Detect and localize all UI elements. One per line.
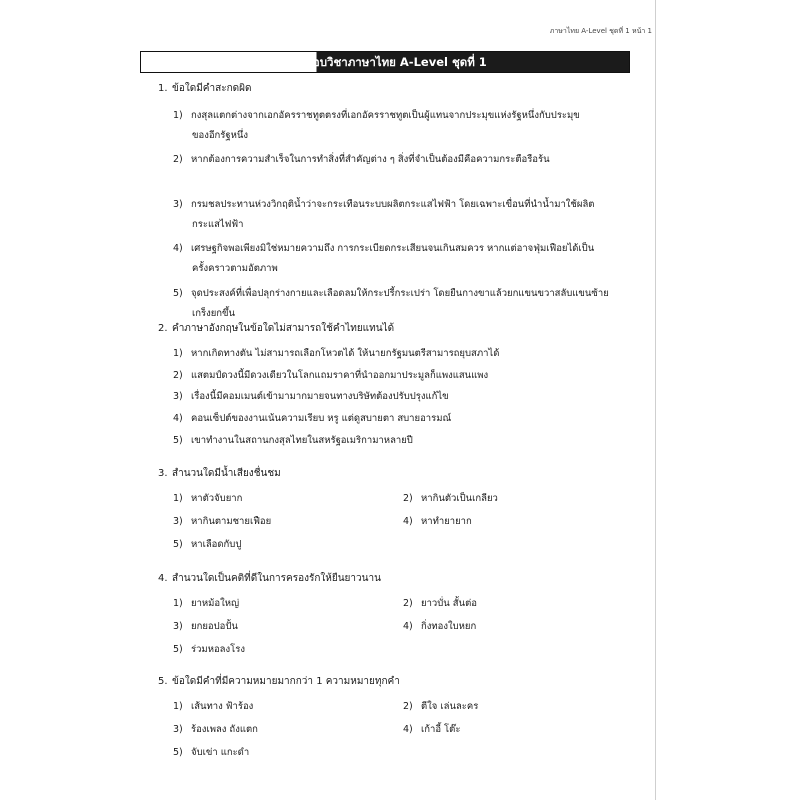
question-text: ข้อใดมีคำที่มีความหมายมากกว่า 1 ความหมายทุกคำ [172, 676, 400, 687]
option-text: ยาวบั่น สั้นต่อ [421, 598, 477, 609]
option-text: หากินตามชายเฟือย [191, 516, 272, 527]
option-number: 4) [173, 243, 183, 254]
option-5-3 [173, 722, 258, 737]
option-4-2 [403, 596, 477, 611]
option-1-2 [173, 152, 550, 167]
option-text: จับเข่า แกะดำ [191, 747, 250, 758]
option-number: 1) [173, 598, 183, 609]
option-2-2 [173, 368, 488, 383]
question-5 [158, 675, 400, 689]
option-5-2 [403, 699, 478, 714]
question-number: 1. [158, 83, 168, 94]
option-number: 5) [173, 288, 183, 299]
option-text-continued: เกร็งยกขึ้น [192, 308, 236, 319]
option-number: 2) [173, 154, 183, 165]
option-3-3 [173, 514, 271, 529]
option-text: กงสุลแตกต่างจากเอกอัครราชทูตตรงที่เอกอัครราชทูตเป็นผู้แทนจากประมุขแห่งรัฐหนึ่งกับประมุข [191, 110, 580, 121]
option-text: หาตัวจับยาก [191, 493, 243, 504]
option-number: 1) [173, 348, 183, 359]
option-text: หากินตัวเป็นเกลียว [421, 493, 498, 504]
question-3 [158, 467, 281, 481]
option-number: 2) [403, 701, 413, 712]
option-number: 4) [403, 724, 413, 735]
option-1-4 [173, 241, 594, 256]
option-text: เรื่องนี้มีคอมเมนต์เข้ามามากมายจนทางบริษัทต้องปรับปรุงแก้ไข [191, 391, 449, 402]
question-number: 5. [158, 676, 168, 687]
option-3-2 [403, 491, 498, 506]
running-header: ภาษาไทย A-Level ชุดที่ 1 หน้า 1 [549, 27, 652, 35]
option-text-continued: ของอีกรัฐหนึ่ง [192, 130, 249, 141]
option-2-3 [173, 389, 449, 404]
option-number: 3) [173, 199, 183, 210]
option-text: หากต้องการความสำเร็จในการทำสิ่งที่สำคัญต่าง ๆ สิ่งที่จำเป็นต้องมีคือความกระตือรือร้น [191, 154, 550, 165]
question-number: 4. [158, 573, 168, 584]
option-number: 3) [173, 516, 183, 527]
option-text: หากเกิดทางตัน ไม่สามารถเลือกโหวตได้ ให้นายกรัฐมนตรีสามารถยุบสภาได้ [191, 348, 500, 359]
option-text: จุดประสงค์ที่เพื่อปลุกร่างกายและเลือดลมให้กระปรี้กระเปร่า โดยยืนกางขาแล้วยกแขนขวาสลับแขนซ้าย [191, 288, 609, 299]
option-5-1 [173, 699, 253, 714]
question-text: คำภาษาอังกฤษในข้อใดไม่สามารถใช้คำไทยแทนได้ [172, 323, 395, 334]
option-number: 5) [173, 435, 183, 446]
option-number: 3) [173, 621, 183, 632]
question-1 [158, 82, 252, 96]
page-title: ข้อสอบวิชาภาษาไทย A-Level ชุดที่ 1 [291, 55, 487, 69]
option-text: กิ่งทองใบหยก [421, 621, 477, 632]
question-number: 3. [158, 468, 168, 479]
option-text: หาเลือดกับปู [191, 539, 242, 550]
option-text: หาทำยายาก [421, 516, 472, 527]
option-3-4 [403, 514, 472, 529]
option-number: 2) [403, 493, 413, 504]
option-text-continued: กระแสไฟฟ้า [192, 219, 244, 230]
option-text-continued: ครั้งคราวตามอัตภาพ [192, 263, 278, 274]
option-text: เส้นทาง ฟ้าร้อง [191, 701, 254, 712]
option-2-5 [173, 433, 413, 448]
option-number: 3) [173, 724, 183, 735]
option-text: แสตมป์ดวงนี้มีดวงเดียวในโลกแถมราคาที่นำออกมาประมูลก็แพงแสนแพง [191, 370, 489, 381]
option-number: 1) [173, 110, 183, 121]
option-1-3 [173, 197, 594, 212]
question-text: ข้อใดมีคำสะกดผิด [172, 83, 252, 94]
option-3-5 [173, 537, 241, 552]
option-text: คอนเซ็ปต์ของงานเน้นความเรียบ หรู แต่ดูสบายตา สบายอารมณ์ [191, 413, 452, 424]
option-number: 1) [173, 701, 183, 712]
option-4-5 [173, 642, 245, 657]
option-5-4 [403, 722, 460, 737]
option-4-4 [403, 619, 476, 634]
option-number: 5) [173, 644, 183, 655]
option-text: กรมชลประทานห่วงวิกฤติน้ำว่าจะกระเทือนระบบผลิตกระแสไฟฟ้า โดยเฉพาะเขื่อนที่นำน้ำมาใช้ผลิต [191, 199, 595, 210]
option-text: ร้องเพลง ถังแตก [191, 724, 258, 735]
option-5-5 [173, 745, 249, 760]
question-text: สำนวนใดเป็นคติที่ดีในการครองรักให้ยืนยาวนาน [172, 573, 381, 584]
option-number: 4) [173, 413, 183, 424]
option-4-3 [173, 619, 238, 634]
option-text: เก้าอี้ โต๊ะ [421, 724, 461, 735]
option-number: 1) [173, 493, 183, 504]
option-1-5 [173, 286, 609, 301]
question-2 [158, 322, 394, 336]
option-2-1 [173, 346, 499, 361]
option-number: 3) [173, 391, 183, 402]
option-text: ยกยอปอปั้น [191, 621, 238, 632]
page-edge [655, 0, 656, 800]
option-number: 4) [403, 621, 413, 632]
option-number: 4) [403, 516, 413, 527]
option-2-4 [173, 411, 451, 426]
option-text: ร่วมหอลงโรง [191, 644, 245, 655]
option-4-1 [173, 596, 239, 611]
option-1-1 [173, 108, 580, 123]
question-text: สำนวนใดมีน้ำเสียงชื่นชม [172, 468, 281, 479]
option-3-1 [173, 491, 242, 506]
question-4 [158, 572, 381, 586]
question-number: 2. [158, 323, 168, 334]
option-text: ตีใจ เล่นละคร [421, 701, 479, 712]
title-bar [140, 51, 630, 73]
option-number: 2) [173, 370, 183, 381]
option-text: ยาหม้อใหญ่ [191, 598, 240, 609]
option-number: 5) [173, 747, 183, 758]
option-text: เศรษฐกิจพอเพียงมิใช่หมายความถึง การกระเบียดกระเสียนจนเกินสมควร หากแต่อาจฟุ่มเฟือยได้เป็น [191, 243, 595, 254]
option-text: เขาทำงานในสถานกงสุลไทยในสหรัฐอเมริกามาหลายปี [191, 435, 413, 446]
option-number: 5) [173, 539, 183, 550]
option-number: 2) [403, 598, 413, 609]
